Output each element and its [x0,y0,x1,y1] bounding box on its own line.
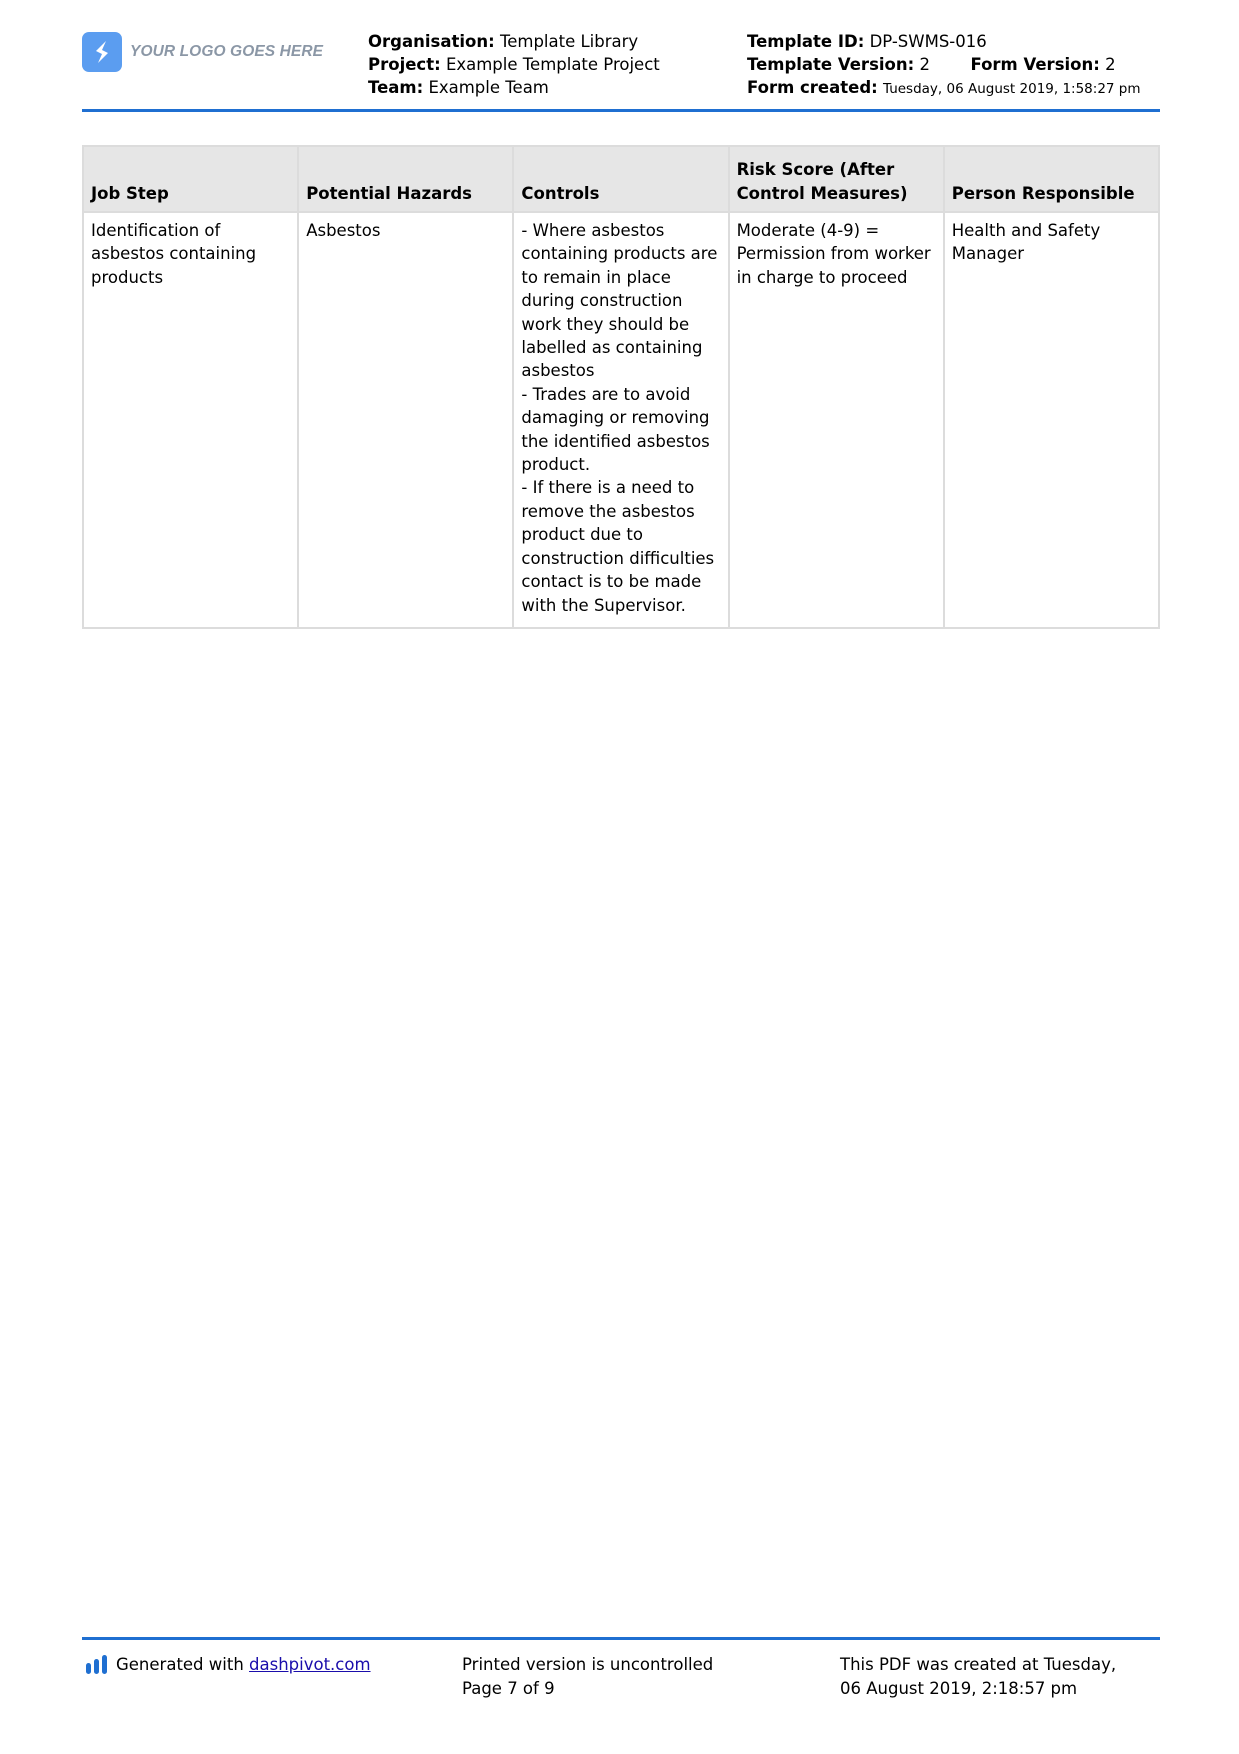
dashpivot-icon [86,1655,108,1675]
organisation-value: Template Library [499,32,639,51]
form-version-label: Form Version: [970,55,1100,74]
project-meta [368,30,660,99]
dashpivot-link[interactable]: dashpivot.com [249,1655,371,1674]
footer-generated [86,1653,371,1677]
cell-job-step: Identification of asbestos containing products [83,212,298,628]
template-id-label: Template ID: [747,32,865,51]
col-header-person-responsible: Person Responsible [944,146,1159,212]
col-header-risk-score: Risk Score (After Control Measures) [729,146,944,212]
cell-hazards: Asbestos [298,212,513,628]
team-line [368,76,660,99]
document-header [82,28,1160,110]
table-header-row [83,146,1159,212]
footer-created-at: This PDF was created at Tuesday, 06 August 2019, 2:18:57 pm [840,1655,1117,1698]
version-line [747,53,1141,76]
control-item: - Trades are to avoid damaging or removing the identified asbestos product. [521,384,710,475]
footer-page-info [462,1653,713,1700]
col-header-controls: Controls [513,146,728,212]
form-created-line [747,76,1141,101]
company-logo [82,32,323,72]
col-header-potential-hazards: Potential Hazards [298,146,513,212]
project-line [368,53,660,76]
logo-text: YOUR LOGO GOES HERE [130,43,324,60]
template-id-line [747,30,1141,53]
team-value: Example Team [428,78,549,97]
project-value: Example Template Project [445,55,660,74]
team-label: Team: [368,78,424,97]
template-id-value: DP-SWMS-016 [869,32,987,51]
swms-table [82,145,1160,629]
generated-text: Generated with [116,1655,250,1674]
organisation-line [368,30,660,53]
logo-icon [82,32,122,72]
form-version-value: 2 [1105,55,1116,74]
organisation-label: Organisation: [368,32,495,51]
template-version-label: Template Version: [747,55,915,74]
header-divider [82,109,1160,112]
cell-risk-score: Moderate (4-9) = Permission from worker in charge to proceed [729,212,944,628]
cell-person-responsible: Health and Safety Manager [944,212,1159,628]
footer-divider [82,1637,1160,1640]
template-version-value: 2 [919,55,930,74]
uncontrolled-notice: Printed version is uncontrolled [462,1655,714,1674]
cell-controls [513,212,728,628]
form-created-label: Form created: [747,78,878,97]
col-header-job-step: Job Step [83,146,298,212]
project-label: Project: [368,55,441,74]
table-row [83,212,1159,628]
form-created-value: Tuesday, 06 August 2019, 1:58:27 pm [883,81,1141,97]
control-item: - If there is a need to remove the asbestos product due to construction difficulties contact is to be made with the Supervisor. [521,478,715,615]
template-meta [747,30,1141,101]
page-number: Page 7 of 9 [462,1678,555,1698]
control-item: - Where asbestos containing products are to remain in place during construction work they should be labelled as containing asbestos [521,221,718,381]
